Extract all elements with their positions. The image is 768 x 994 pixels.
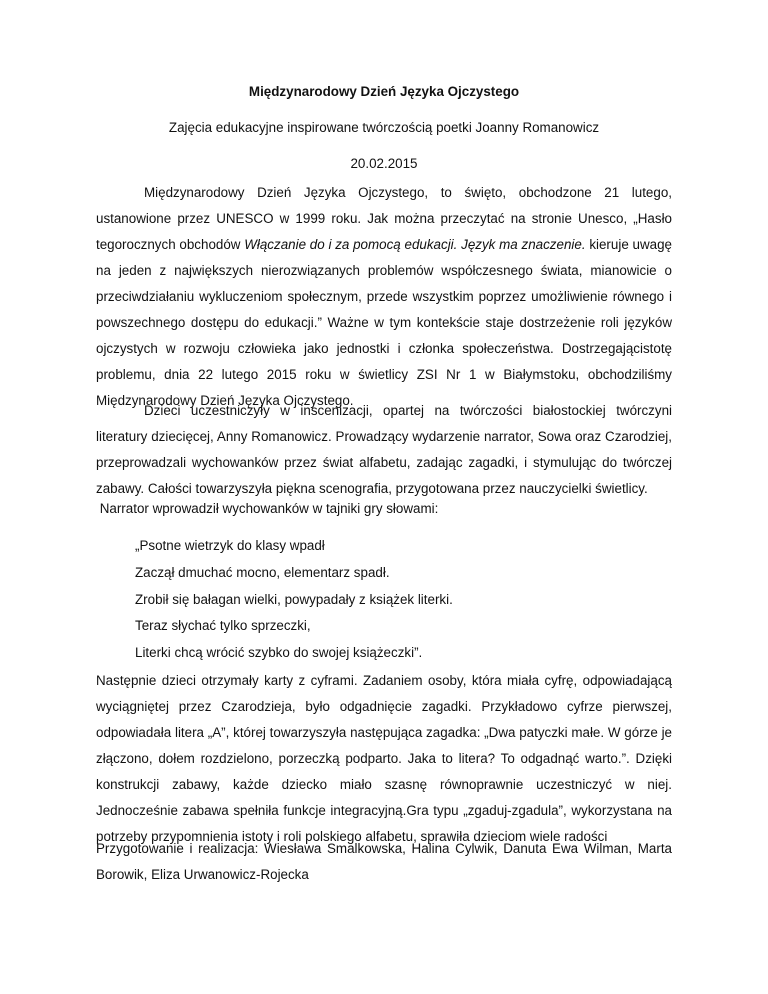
paragraph-intro-part2: kieruje uwagę na jeden z największych nierozwiązanych problemów współczesnego świata, mianowicie o przeciwdziałaniu wykluczeniom społecznym, przede wszystkim poprzez umożliwienie równego i powszechnego dostępu do edukacji.” Ważne w tym kontekście staje dostrzeżenie roli języków ojczystych w rozwoju człowieka jako jednostki i członka społeczeństwa. Dostrzegającistotę problemu, dnia 22 lutego 2015 roku w świetlicy ZSI Nr 1 w Białymstoku, obchodziliśmy Międzynarodowy Dzień Języka Ojczystego. <box>96 237 672 408</box>
paragraph-intro-part1: Międzynarodowy Dzień Języka Ojczystego, to święto, obchodzone 21 lutego, ustanowione przez UNESCO w 1999 roku. Jak można przeczytać na stronie Unesco, „Hasło tegorocznych obchodów <box>96 185 672 252</box>
event-date: 20.02.2015 <box>350 156 418 171</box>
paragraph-narrator-text: Narrator wprowadził wychowanków w tajniki gry słowami: <box>99 501 439 516</box>
poem-line: „Psotne wietrzyk do klasy wpadł <box>135 538 325 553</box>
poem-line: Teraz słychać tylko sprzeczki, <box>135 618 311 634</box>
poem <box>135 533 453 667</box>
page-subtitle: Zajęcia edukacyjne inspirowane twórczością poetki Joanny Romanowicz <box>168 120 600 135</box>
page-title: Międzynarodowy Dzień Języka Ojczystego <box>248 84 520 99</box>
poem-line: Literki chcą wrócić szybko do swojej książeczki”. <box>135 645 423 661</box>
paragraph-narrator <box>96 496 672 522</box>
poem-line: Zrobił się bałagan wielki, powypadały z książek literki. <box>135 591 453 607</box>
poem-line: Zaczął dmuchać mocno, elementarz spadł. <box>135 564 390 580</box>
paragraph-performance: Dzieci uczestniczyły w inscenizacji, opartej na twórczości białostockiej twórczyni literatury dziecięcej, Anny Romanowicz. Prowadzący wydarzenie narrator, Sowa oraz Czarodziej, przeprowadzali wychowanków przez świat alfabetu, zadając zagadki, i stymulując do twórczej zabawy. Całości towarzyszyła piękna scenografia, przygotowana przez nauczycielki świetlicy. <box>96 403 672 496</box>
paragraph-riddles: Następnie dzieci otrzymały karty z cyframi. Zadaniem osoby, która miała cyfrę, odpowiadającą wyciągniętej przez Czarodzieja, było odgadnięcie zagadki. Przykładowo cyfrze pierwszej, odpowiadała litera „A”, której towarzyszyła następująca zagadka: „Dwa patyczki małe. W górze je złączono, dołem rozdzielono, porzeczką podparto. Jaka to litera? To odgadnąć warto.”. Dzięki konstrukcji zabawy, każde dziecko miało szasnę równoprawnie uczestniczyć w niej. Jednocześnie zabawa spełniła funkcje integracyjną.Gra typu „zgaduj-zgadula”, wykorzystana na potrzeby przypomnienia istoty i roli polskiego alfabetu, sprawiła dzieciom wiele radości <box>96 673 672 844</box>
paragraph-credits: Przygotowanie i realizacja: Wiesława Smalkowska, Halina Cylwik, Danuta Ewa Wilman, Marta Borowik, Eliza Urwanowicz-Rojecka <box>96 841 672 882</box>
paragraph-intro-motto: Włączanie do i za pomocą edukacji. Język ma znaczenie. <box>244 237 586 252</box>
paragraph-intro <box>96 180 672 414</box>
